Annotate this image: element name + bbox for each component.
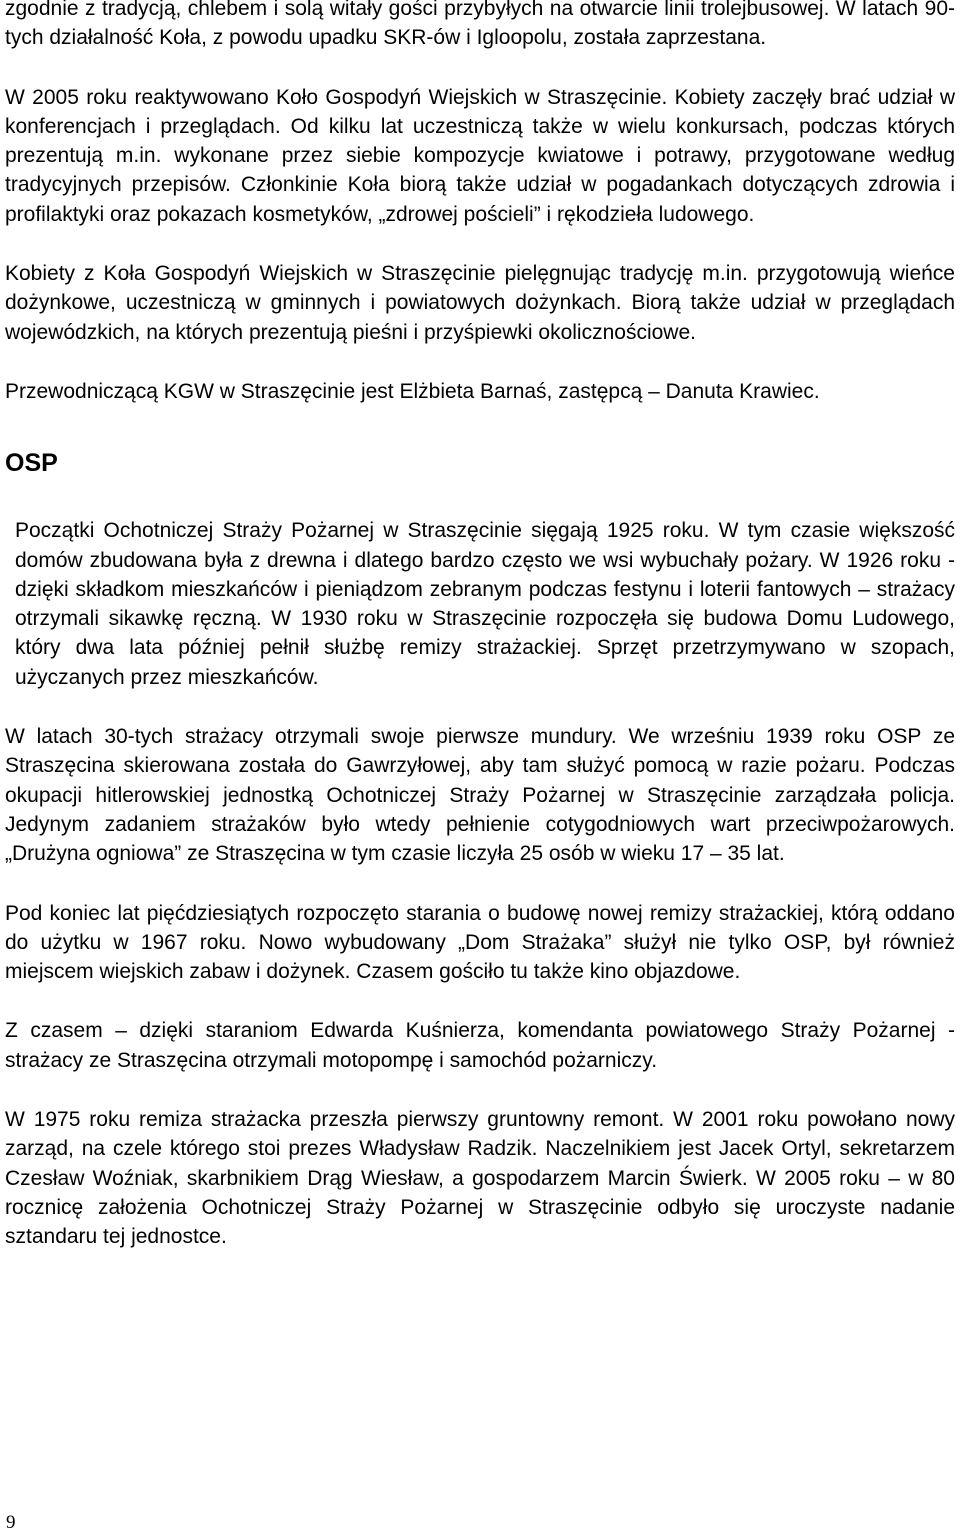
paragraph-kgw-4: Przewodniczącą KGW w Straszęcinie jest Elżbieta Barnaś, zastępcą – Danuta Krawiec.	[5, 379, 820, 403]
paragraph-osp-1: Początki Ochotniczej Straży Pożarnej w Straszęcinie sięgają 1925 roku. W tym czasie większość domów zbudowana była z drewna i dlatego bardzo często we wsi wybuchały pożary. W 1926 roku - dzięki składkom mieszkańców i pieniądzom zebranym podczas festynu i loterii fantowych – strażacy otrzymali sikawkę ręczną. W 1930 roku w Straszęcinie rozpoczęła się budowa Domu Ludowego, który dwa lata później pełnił służbę remizy strażackiej. Sprzęt przetrzymywano w szopach, użyczanych przez mieszkańców.	[15, 519, 955, 689]
paragraph-osp-4: Z czasem – dzięki staraniom Edwarda Kuśnierza, komendanta powiatowego Straży Pożarnej - strażacy ze Straszęcina otrzymali motopompę i samochód pożarniczy.	[5, 1019, 955, 1072]
paragraph-osp-3: Pod koniec lat pięćdziesiątych rozpoczęto starania o budowę nowej remizy strażackiej, którą oddano do użytku w 1967 roku. Nowo wybudowany „Dom Strażaka” służył nie tylko OSP, był również miejscem wiejskich zabaw i dożynek. Czasem gościło tu także kino objazdowe.	[5, 901, 955, 984]
section-heading-osp: OSP	[5, 449, 58, 478]
paragraph-kgw-3: Kobiety z Koła Gospodyń Wiejskich w Straszęcinie pielęgnując tradycję m.in. przygotowują wieńce dożynkowe, uczestniczą w gminnych i powiatowych dożynkach. Biorą także udział w przeglądach wojewódzkich, na których prezentują pieśni i przyśpiewki okolicznościowe.	[5, 262, 955, 344]
paragraph-kgw-2: W 2005 roku reaktywowano Koło Gospodyń Wiejskich w Straszęcinie. Kobiety zaczęły brać udział w konferencjach i przeglądach. Od kilku lat uczestniczą także w wielu konkursach, podczas których prezentują m.in. wykonane przez siebie kompozycje kwiatowe i potrawy, przygotowane według tradycyjnych przepisów. Członkinie Koła biorą także udział w pogadankach dotyczących zdrowia i profilaktyki oraz pokazach kosmetyków, „zdrowej pościeli” i rękodzieła ludowego.	[5, 85, 955, 226]
page-number: 9	[6, 1512, 16, 1533]
document-body	[5, 0, 955, 1252]
paragraph-osp-5: W 1975 roku remiza strażacka przeszła pierwszy gruntowny remont. W 2001 roku powołano nowy zarząd, na czele którego stoi prezes Władysław Radzik. Naczelnikiem jest Jacek Ortyl, sekretarzem Czesław Woźniak, skarbnikiem Drąg Wiesław, a gospodarzem Marcin Świerk. W 2005 roku – w 80 rocznicę założenia Ochotniczej Straży Pożarnej w Straszęcinie odbyło się uroczyste nadanie sztandaru tej jednostce.	[5, 1108, 955, 1249]
paragraph-kgw-1: zgodnie z tradycją, chlebem i solą witały gości przybyłych na otwarcie linii trolejbusowej. W latach 90-tych działalność Koła, z powodu upadku SKR-ów i Igloopolu, została zaprzestana.	[5, 0, 955, 50]
paragraph-osp-2: W latach 30-tych strażacy otrzymali swoje pierwsze mundury. We wrześniu 1939 roku OSP ze Straszęcina skierowana została do Gawrzyłowej, aby tam służyć pomocą w razie pożaru. Podczas okupacji hitlerowskiej jednostką Ochotniczej Straży Pożarnej w Straszęcinie zarządzała policja. Jedynym zadaniem strażaków było wtedy pełnienie cotygodniowych wart przeciwpożarowych. „Drużyna ogniowa” ze Straszęcina w tym czasie liczyła 25 osób w wieku 17 – 35 lat.	[5, 725, 955, 866]
